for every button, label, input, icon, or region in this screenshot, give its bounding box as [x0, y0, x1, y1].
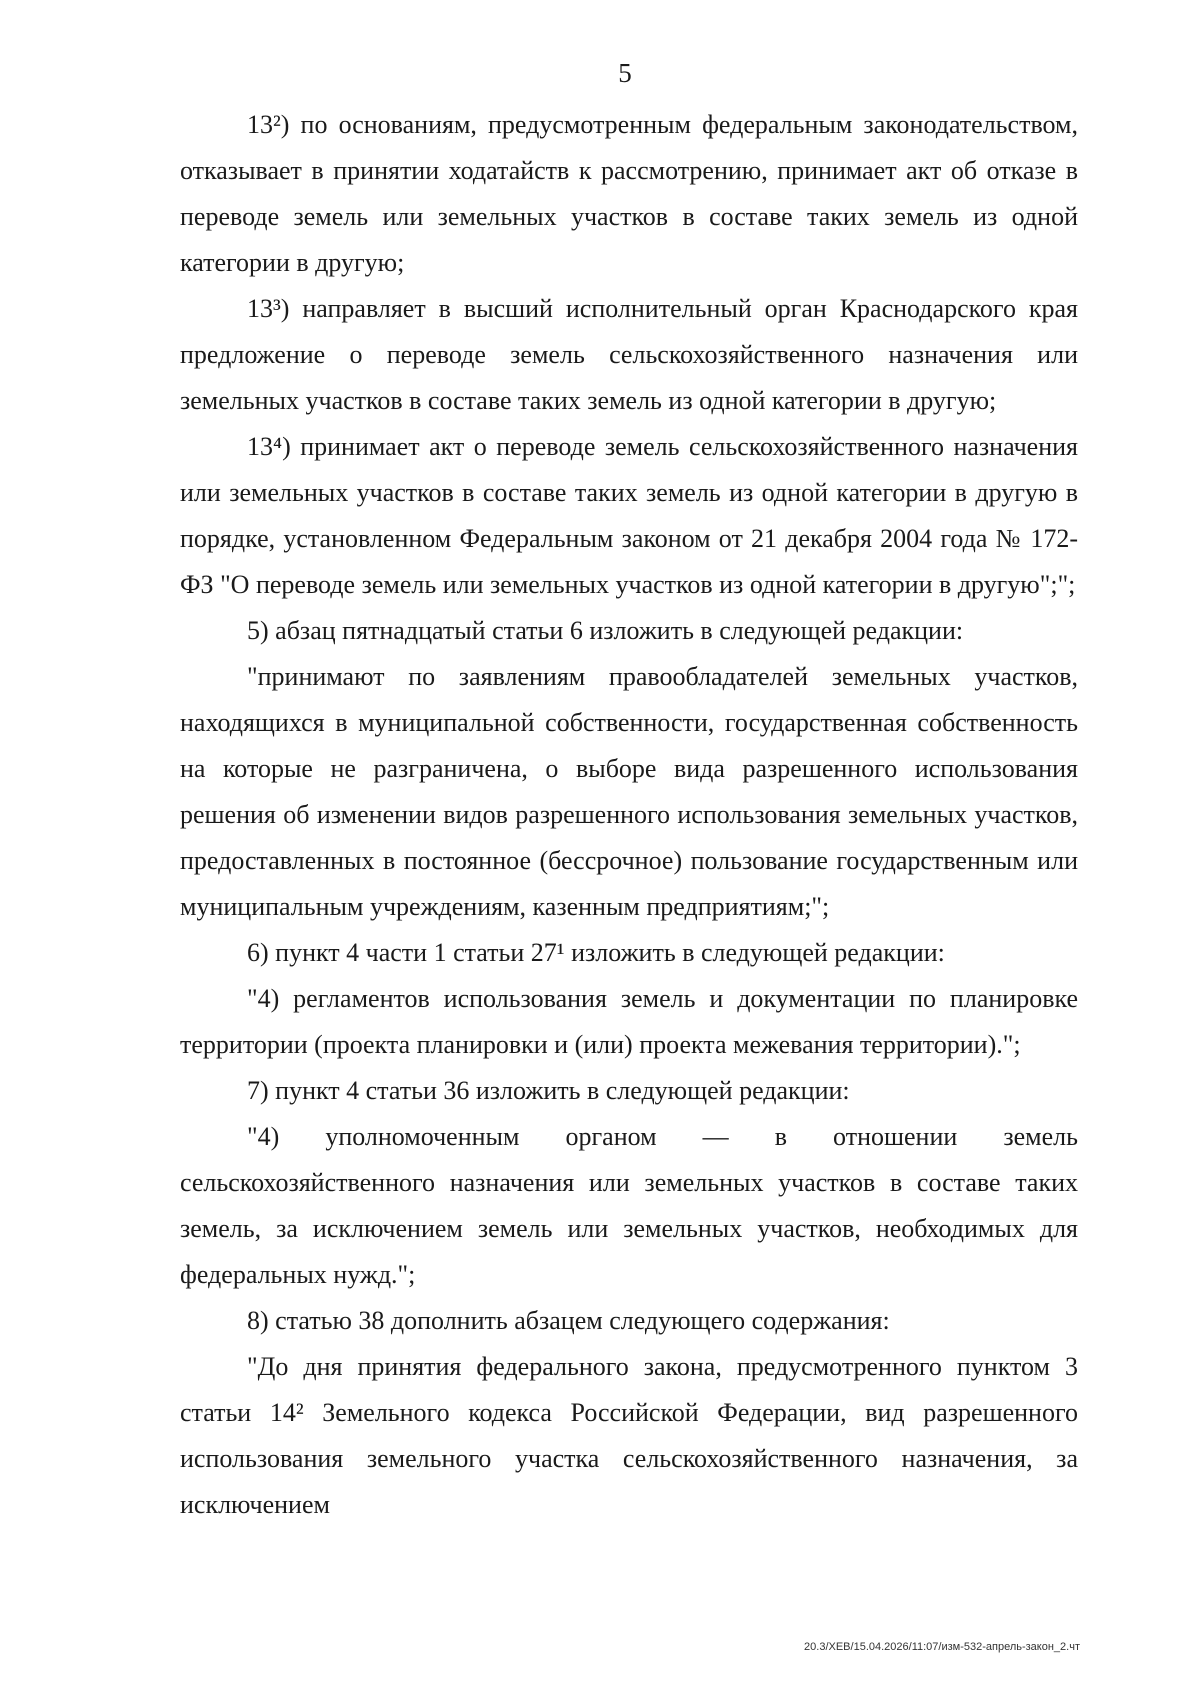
paragraph-13-2: 13²) по основаниям, предусмотренным федеральным законодательством, отказывает в принятии ходатайств к рассмотрению, принимает акт об отказе в переводе земель или земельных участков в составе таких земель из одной категории в другую; [180, 110, 1078, 277]
amendment-item-7: 7) пункт 4 статьи 36 изложить в следующей редакции: [247, 1076, 850, 1105]
amendment-item-8: 8) статью 38 дополнить абзацем следующего содержания: [247, 1306, 890, 1335]
amendment-item-6-text: "4) регламентов использования земель и документации по планировке территории (проекта планировки и (или) проекта межевания территории)."; [180, 984, 1078, 1059]
amendment-item-6: 6) пункт 4 части 1 статьи 27¹ изложить в следующей редакции: [247, 938, 945, 967]
amendment-item-8-text: "До дня принятия федерального закона, предусмотренного пунктом 3 статьи 14² Земельного кодекса Российской Федерации, вид разрешенного использования земельного участка сельскохозяйственного назначения, за исключением [180, 1352, 1078, 1519]
paragraph-13-3: 13³) направляет в высший исполнительный орган Краснодарского края предложение о переводе земель сельскохозяйственного назначения или земельных участков в составе таких земель из одной категории в другую; [180, 294, 1078, 415]
document-footer-code: 20.3/ХЕВ/15.04.2026/11:07/изм-532-апрель-закон_2.чт [804, 1641, 1080, 1653]
amendment-item-5-text: "принимают по заявлениям правообладателей земельных участков, находящихся в муниципальной собственности, государственная собственность на которые не разграничена, о выборе вида разрешенного использования решения об изменении видов разрешенного использования земельных участков, предоставленных в постоянное (бессрочное) пользование государственным или муниципальным учреждениям, казенным предприятиям;"; [180, 662, 1078, 921]
paragraph-13-4: 13⁴) принимает акт о переводе земель сельскохозяйственного назначения или земельных участков в составе таких земель из одной категории в другую в порядке, установленном Федеральным законом от 21 декабря 2004 года № 172-ФЗ "О переводе земель или земельных участков из одной категории в другую";"; [180, 432, 1078, 599]
document-body [180, 102, 1078, 1528]
amendment-item-5: 5) абзац пятнадцатый статьи 6 изложить в следующей редакции: [247, 616, 964, 645]
page-number: 5 [618, 58, 632, 88]
amendment-item-7-text: "4) уполномоченным органом — в отношении земель сельскохозяйственного назначения или земельных участков в составе таких земель, за исключением земель или земельных участков, необходимых для федеральных нужд."; [180, 1122, 1078, 1289]
